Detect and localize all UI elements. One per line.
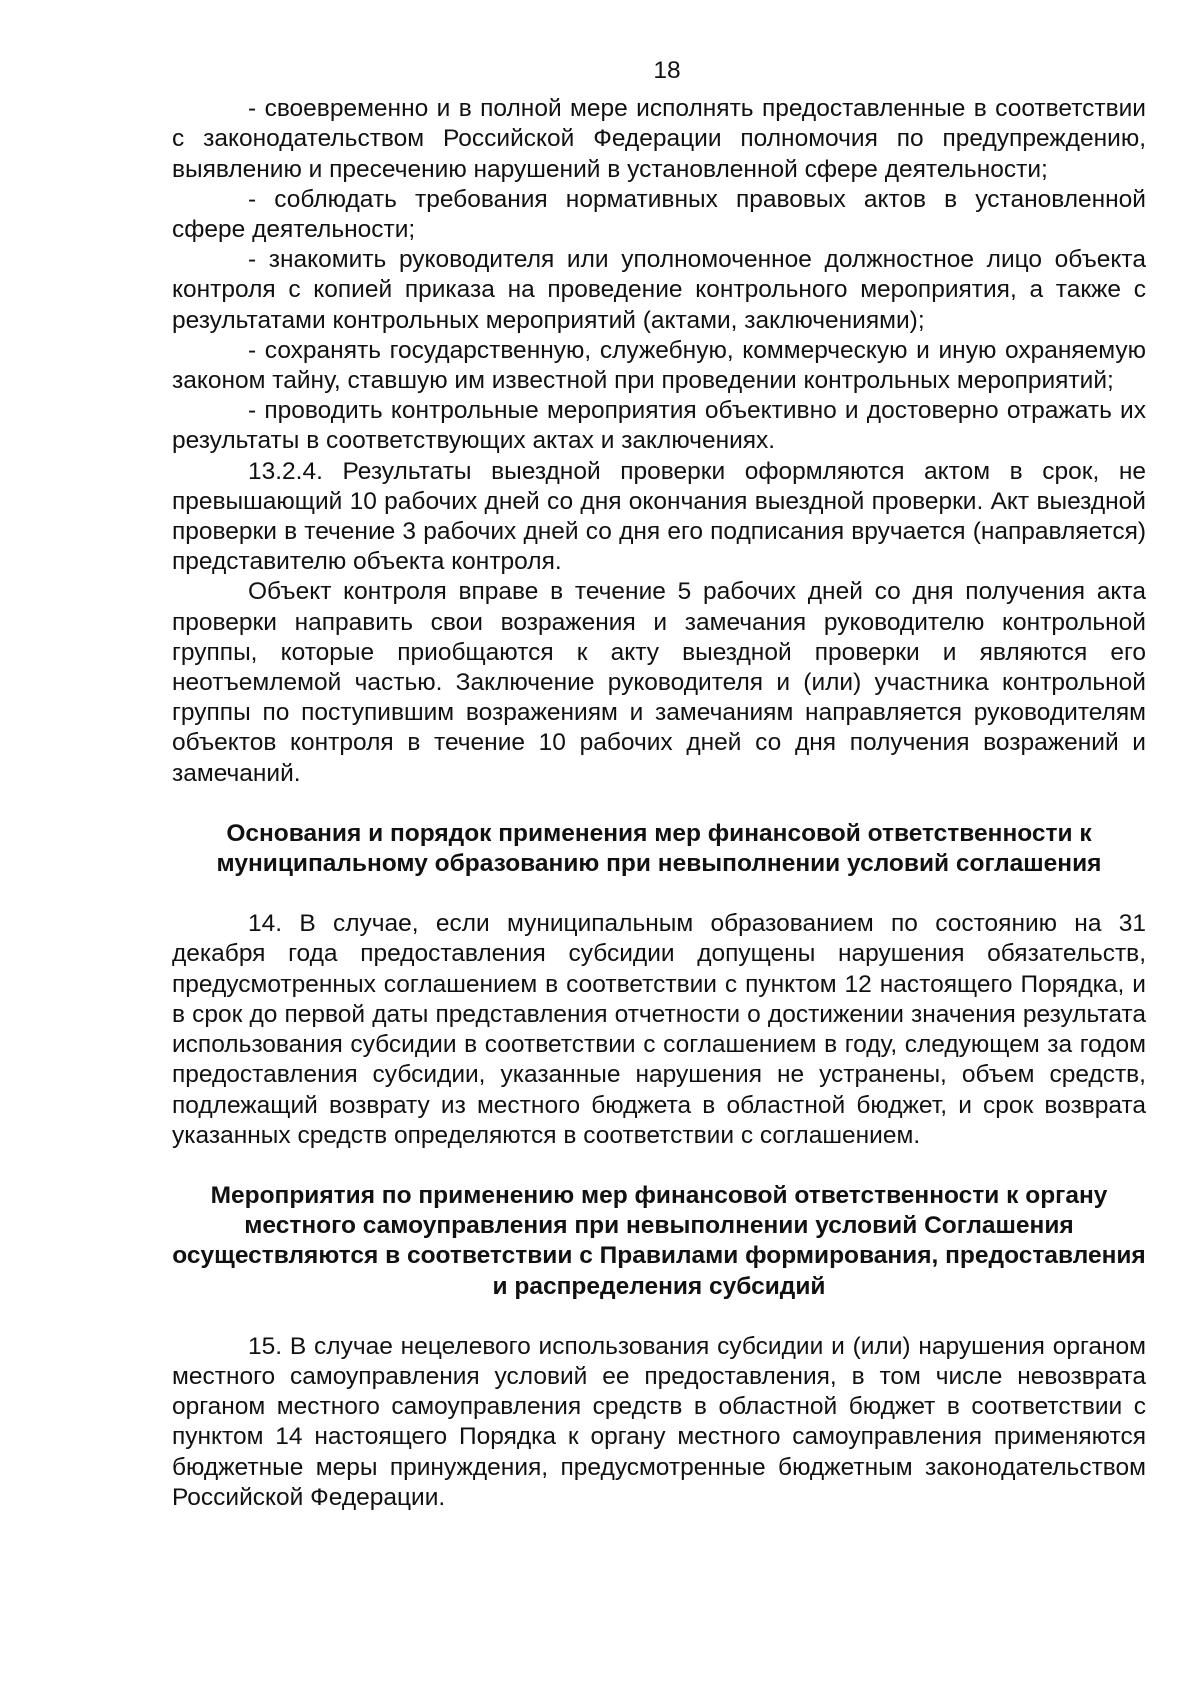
paragraph-13-2-4: 13.2.4. Результаты выездной проверки оформляются актом в срок, не превышающий 10 рабочих дней со дня окончания выездной проверки. Акт выездной проверки в течение 3 рабочих дней со дня его подписания вручается (направляется) представителю объекта контроля. — [172, 457, 1146, 576]
paragraph-duty-3: - знакомить руководителя или уполномоченное должностное лицо объекта контроля с копией приказа на проведение контрольного мероприятия, а также с результатами контрольных мероприятий (актами, заключениями); — [172, 246, 1146, 334]
section-heading-liability: Основания и порядок применения мер финансовой ответственности к муниципальному образованию при невыполнении условий соглашения — [216, 819, 1102, 878]
paragraph-objections: Объект контроля вправе в течение 5 рабочих дней со дня получения акта проверки направить свои возражения и замечания руководителю контрольной группы, которые приобщаются к акту выездной проверки и являются его неотъемлемой частью. Заключение руководителя и (или) участника контрольной группы по поступившим возражениям и замечаниям направляется руководителям объектов контроля в течение 10 рабочих дней со дня получения возражений и замечаний. — [172, 578, 1146, 787]
section-heading-measures: Мероприятия по применению мер финансовой ответственности к органу местного самоуправления при невыполнении условий Соглашения осуществляются в соответствии с Правилами формирования, предоставления и распределения субсидий — [172, 1181, 1146, 1300]
paragraph-duty-4: - сохранять государственную, служебную, коммерческую и иную охраняемую законом тайну, ставшую им известной при проведении контрольных мероприятий; — [172, 336, 1146, 395]
paragraph-15: 15. В случае нецелевого использования субсидии и (или) нарушения органом местного самоуправления условий ее предоставления, в том числе невозврата органом местного самоуправления средств в областной бюджет в соответствии с пунктом 14 настоящего Порядка к органу местного самоуправления применяются бюджетные меры принуждения, предусмотренные бюджетным законодательством Российской Федерации. — [172, 1332, 1146, 1511]
paragraph-duty-2: - соблюдать требования нормативных правовых актов в установленной сфере деятельности; — [172, 185, 1146, 244]
paragraph-duty-5: - проводить контрольные мероприятия объективно и достоверно отражать их результаты в соответствующих актах и заключениях. — [172, 397, 1146, 455]
page-number: 18 — [653, 57, 681, 84]
paragraph-14: 14. В случае, если муниципальным образованием по состоянию на 31 декабря года предоставления субсидии допущены нарушения обязательств, предусмотренных соглашением в соответствии с пунктом 12 настоящего Порядка, и в срок до первой даты представления отчетности о достижении значения результата использования субсидии в соответствии с соглашением в году, следующем за годом предоставления субсидии, указанные нарушения не устранены, объем средств, подлежащий возврату из местного бюджета в областной бюджет, и срок возврата указанных средств определяются в соответствии с соглашением. — [172, 910, 1146, 1149]
paragraph-duty-1: - своевременно и в полной мере исполнять предоставленные в соответствии с законодательством Российской Федерации полномочия по предупреждению, выявлению и пресечению нарушений в установленной сфере деятельности; — [172, 95, 1146, 183]
